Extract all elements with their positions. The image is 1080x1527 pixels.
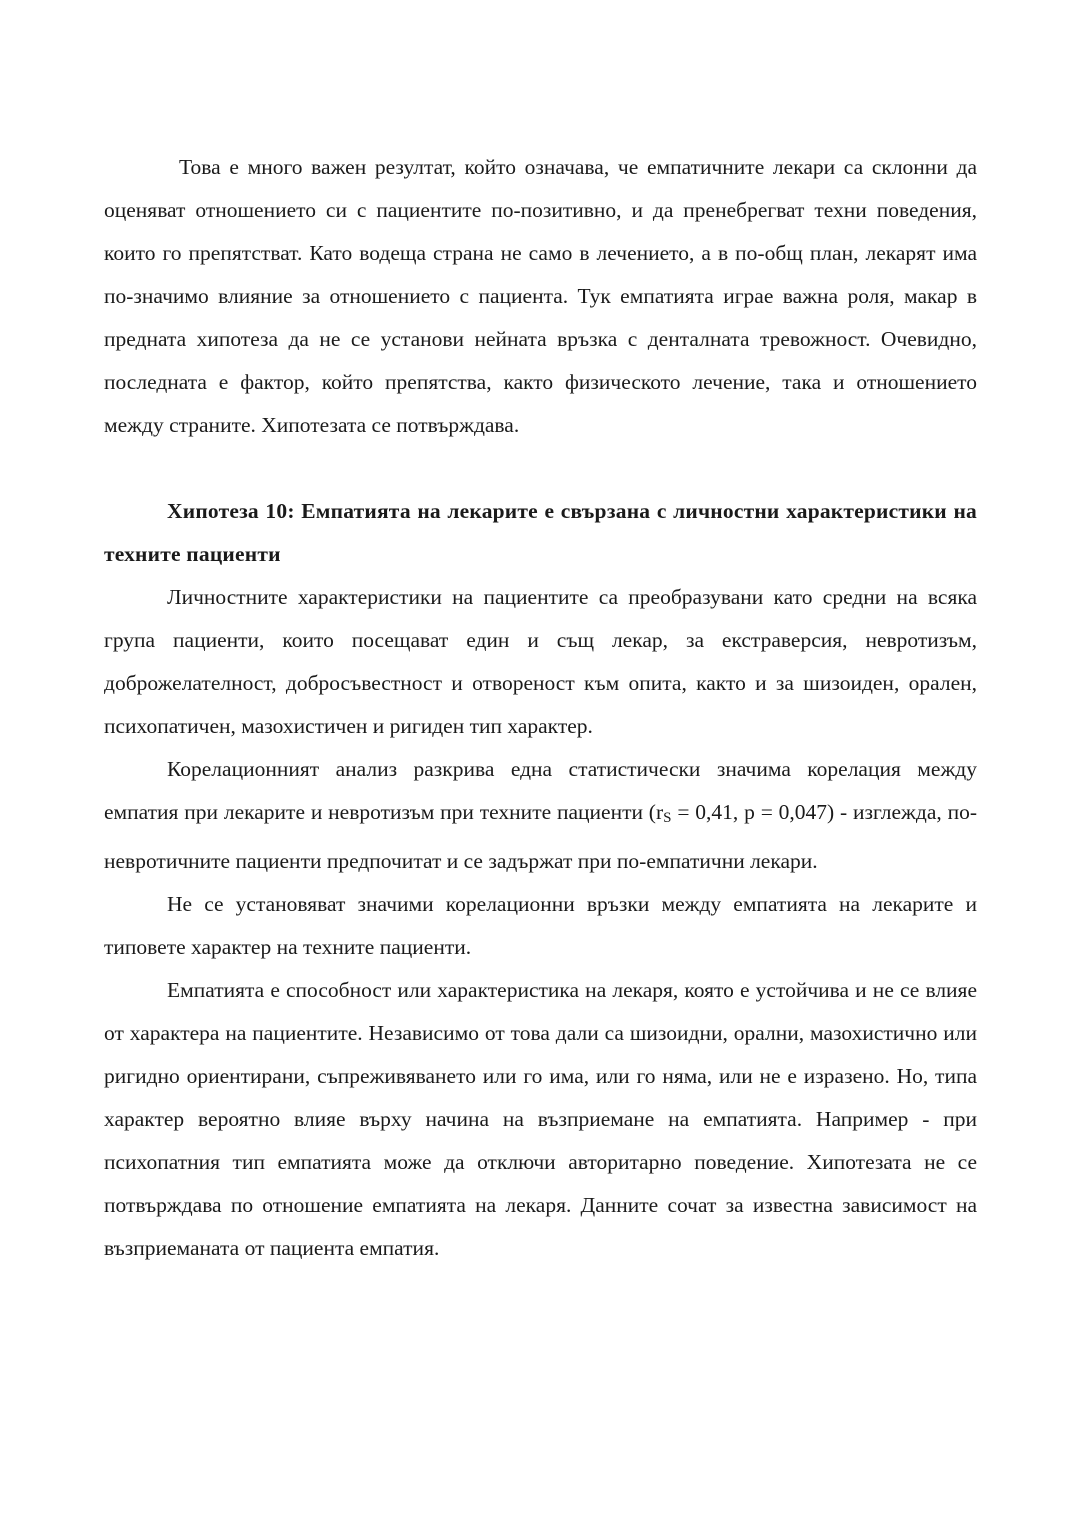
correlation-text-before: Корелационният анализ разкрива една статистически значима корелация между емпатия при лекарите и невротизъм при техните пациенти (r [104, 757, 977, 824]
paragraph-no-significant-correlations: Не се установяват значими корелационни връзки между емпатията на лекарите и типовете характер на техните пациенти. [104, 892, 977, 959]
document-page [104, 146, 977, 1270]
correlation-subscript: S [663, 810, 672, 826]
paragraph-conclusion-hypothesis-9: Това е много важен резултат, който означава, че емпатичните лекари са склонни да оценяват отношението си с пациентите по-позитивно, и да пренебрегват техни поведения, които го препятстват. Като водеща страна не само в лечението, а в по-общ план, лекарят има по-значимо влияние за отношението с пациента. Тук емпатията играе важна роля, макар в предната хипотеза да не се установи нейната връзка с денталната тревожност. Очевидно, последната е фактор, който препятства, както физическото лечение, така и отношението между страните. Хипотезата се потвърждава. [104, 155, 977, 437]
correlation-text-after: = 0,41, p = 0,047) - изглежда, по-невротичните пациенти предпочитат и се задържат при по-емпатични лекари. [104, 800, 977, 873]
paragraph-personality-characteristics: Личностните характеристики на пациентите са преобразувани като средни на всяка група пациенти, които посещават един и същ лекар, за екстраверсия, невротизъм, доброжелателност, добросъвестност и отвореност към опита, както и за шизоиден, орален, психопатичен, мазохистичен и ригиден тип характер. [104, 585, 977, 738]
hypothesis-10-heading: Хипотеза 10: Емпатията на лекарите е свързана с личностни характеристики на техните пациенти [104, 499, 977, 566]
paragraph-empathy-stability: Емпатията е способност или характеристика на лекаря, която е устойчива и не се влияе от характера на пациентите. Независимо от това дали са шизоидни, орални, мазохистично или ригидно ориентирани, съпреживяването или го има, или го няма, или не е изразено. Но, типа характер вероятно влияе върху начина на възприемане на емпатията. Например - при психопатния тип емпатията може да отключи авторитарно поведение. Хипотезата не се потвърждава по отношение емпатията на лекаря. Данните сочат за известна зависимост на възприеманата от пациента емпатия. [104, 978, 977, 1260]
paragraph-correlation-analysis [104, 748, 977, 883]
